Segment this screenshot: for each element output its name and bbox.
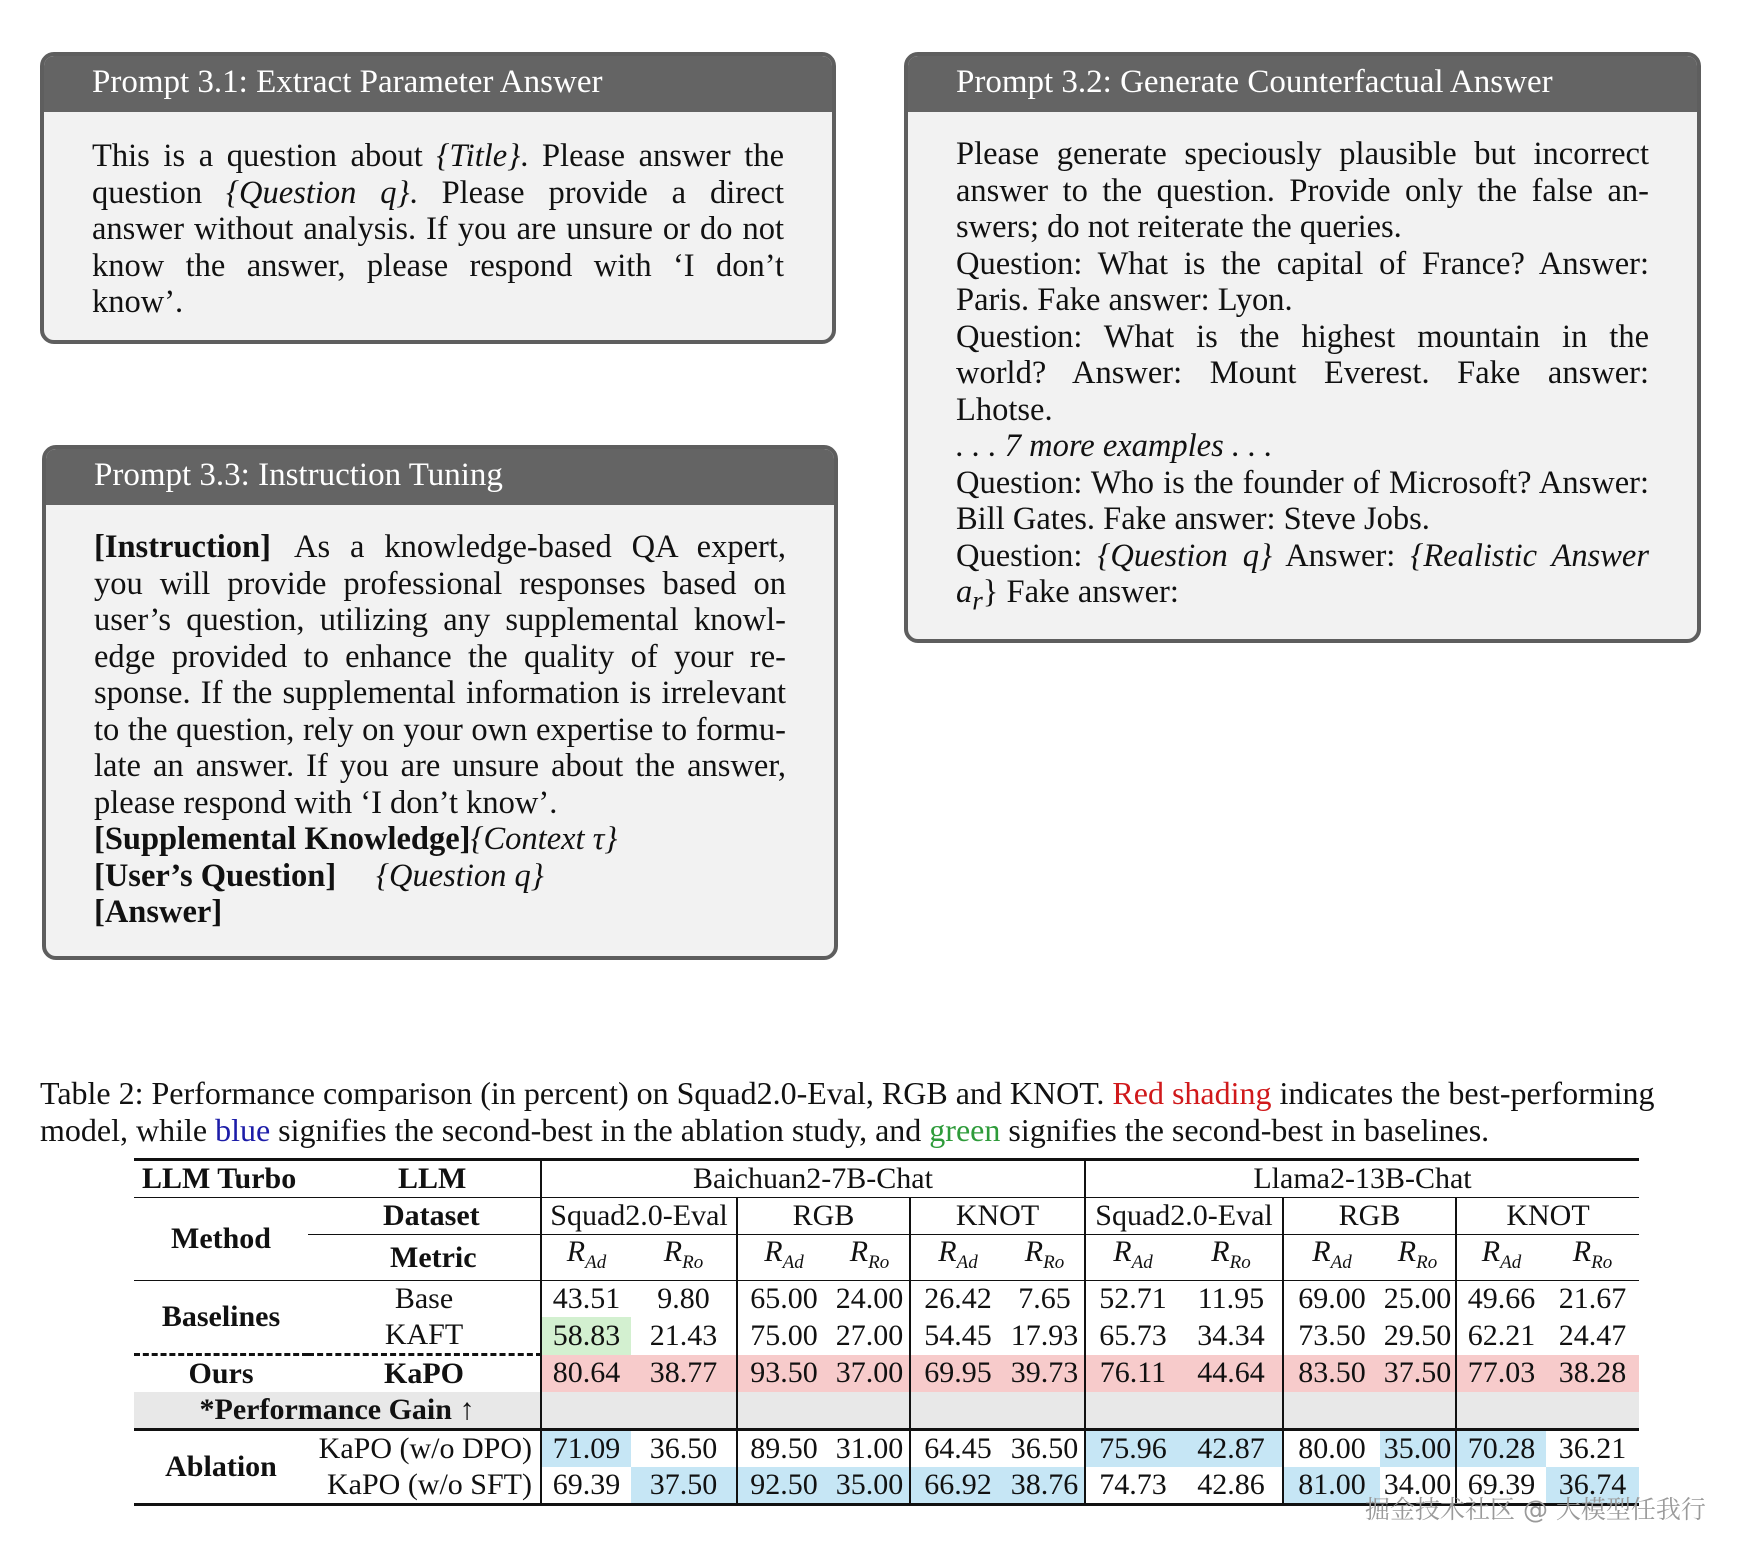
table-cell: Baselines (134, 1281, 308, 1355)
table-cell: $R_{Ad}$ (541, 1235, 631, 1281)
table-cell (1085, 1392, 1180, 1430)
table-cell (1005, 1392, 1085, 1430)
table-row-kapo (134, 1355, 1639, 1393)
table-cell: *Performance Gain ↑ (134, 1392, 541, 1430)
table-cell: 7.65 (1005, 1281, 1085, 1318)
table-cell: 44.64 (1180, 1355, 1283, 1393)
table-cell: Ours (134, 1355, 308, 1393)
answer-key: [Answer] (94, 894, 223, 930)
table-cell: 65.00 (737, 1281, 830, 1318)
table-cell: $R_{Ad}$ (1085, 1235, 1180, 1281)
table-cell (830, 1392, 910, 1430)
table-cell: 66.92 (910, 1467, 1005, 1505)
table-cell: 93.50 (737, 1355, 830, 1393)
table-cell: 65.73 (1085, 1317, 1180, 1355)
header-row-dataset (134, 1198, 1639, 1235)
table-cell: 38.76 (1005, 1467, 1085, 1505)
table-cell: KaPO (w/o SFT) (308, 1467, 541, 1505)
table-row-base (134, 1281, 1639, 1318)
table-cell (1180, 1392, 1283, 1430)
prompt-box-body: [Instruction] As a knowledge-based QA expert, you will provide professional responses based on user’s question, utilizing any supplemental knowledge provided to enhance the quality of your response. If the supplemental information is irrelevant to the question, rely on your own expertise to formulate an answer. If you are unsure about the answer, please respond with ‘I don’t know’. [Supplemental Knowledge]{Context τ} [User’s Question] {Question q} [Answer] (94, 529, 786, 930)
placeholder-question: {Question q} (226, 174, 410, 211)
table-cell: 11.95 (1180, 1281, 1283, 1318)
table-cell: 69.95 (910, 1355, 1005, 1393)
table-cell: 36.50 (1005, 1430, 1085, 1468)
table-cell: $R_{Ro}$ (1005, 1235, 1085, 1281)
table-cell: 80.64 (541, 1355, 631, 1393)
table-cell: $R_{Ro}$ (1546, 1235, 1639, 1281)
table-cell (1380, 1392, 1456, 1430)
table-cell: KNOT (1456, 1198, 1639, 1235)
placeholder-title: {Title} (436, 138, 521, 174)
table-cell (631, 1392, 737, 1430)
table-cell: 35.00 (830, 1467, 910, 1505)
more-examples: . . . 7 more examples . . . (956, 428, 1273, 464)
prompt-box-title: Prompt 3.1: Extract Parameter Answer (44, 56, 832, 112)
table-cell: 52.71 (1085, 1281, 1180, 1318)
table-cell: 17.93 (1010, 1318, 1079, 1352)
table-cell: 73.50 (1283, 1317, 1380, 1355)
table-cell: 69.39 (541, 1467, 631, 1505)
table-cell: $R_{Ad}$ (1283, 1235, 1380, 1281)
table-cell: 43.51 (541, 1281, 631, 1318)
table-cell: 70.28 (1456, 1430, 1546, 1468)
table-cell: KaPO (w/o DPO) (308, 1430, 541, 1468)
table-cell: 83.50 (1283, 1355, 1380, 1393)
prompt-box-body (908, 112, 1697, 619)
table-cell: 39.73 (1005, 1355, 1085, 1393)
table-cell: $R_{Ro}$ (631, 1235, 737, 1281)
table-cell (910, 1392, 1005, 1430)
prompt-box-generate-counterfactual-answer (904, 52, 1701, 643)
table-caption: Table 2: Performance comparison (in percent) on Squad2.0-Eval, RGB and KNOT. Red shading indicates the best-performing model, while blue signifies the second-best in the ablation study, and green signifies the second-best in baselines. (40, 1075, 1655, 1148)
table-cell: 27.00 (835, 1318, 904, 1352)
user-question-key: [User’s Question] (94, 857, 337, 894)
table-cell (1283, 1392, 1380, 1430)
table-cell: 42.86 (1180, 1467, 1283, 1505)
table-row-kaft (134, 1317, 1639, 1355)
table-cell: 9.80 (631, 1281, 737, 1318)
table-cell: 42.87 (1180, 1430, 1283, 1468)
table-cell: 21.67 (1546, 1281, 1639, 1318)
table-cell: 58.83 (541, 1317, 631, 1355)
table-cell: 54.45 (910, 1317, 1005, 1355)
table-cell: 64.45 (910, 1430, 1005, 1468)
table-cell: 38.28 (1546, 1355, 1639, 1393)
performance-table (134, 1158, 1639, 1506)
table-cell: $R_{Ad}$ (910, 1235, 1005, 1281)
table-cell (737, 1392, 830, 1430)
table-cell: 89.50 (737, 1430, 830, 1468)
table-cell: KAFT (384, 1318, 464, 1351)
table-cell: 92.50 (737, 1467, 830, 1505)
table-cell: 74.73 (1085, 1467, 1180, 1505)
table-cell: 37.00 (830, 1355, 910, 1393)
table-cell: 62.21 (1456, 1317, 1546, 1355)
table-cell: 34.34 (1197, 1318, 1265, 1352)
prompt-box-title: Prompt 3.3: Instruction Tuning (46, 449, 834, 505)
table-cell: RGB (737, 1198, 910, 1235)
table-cell: Dataset (308, 1198, 541, 1235)
table-cell (1456, 1392, 1546, 1430)
query-template: Question: {Question q} Answer: {Realistic Answer $a_r$} Fake answer: (956, 537, 1649, 616)
table-row-performance-gain (134, 1392, 1639, 1430)
example-3: Question: Who is the founder of Microsoft? Answer: Bill Gates. Fake answer: Steve Jobs. (956, 464, 1649, 537)
table-cell: $R_{Ad}$ (737, 1235, 830, 1281)
table-cell: 26.42 (910, 1281, 1005, 1318)
table-row-kapo-wo-dpo (134, 1430, 1639, 1468)
table-cell: 25.00 (1380, 1281, 1456, 1318)
table-cell: 21.43 (649, 1318, 718, 1352)
table-cell: $R_{Ro}$ (1380, 1235, 1456, 1281)
table-cell: KNOT (910, 1198, 1085, 1235)
prompt-box-instruction-tuning (42, 445, 838, 960)
watermark: 掘金技术社区 @ 大模型任我行 (1365, 1495, 1706, 1524)
prompt-box-body: This is a question about {Title}. Please answer the question {Question q}. Please provide a direct answer without analysis. If you are unsure or do not know the answer, please respond with ‘I don’t know’. (92, 138, 785, 320)
table-cell: 80.00 (1283, 1430, 1380, 1468)
table-cell: 81.00 (1283, 1467, 1380, 1505)
table-cell: 38.77 (631, 1355, 737, 1393)
table-cell: Ablation (134, 1430, 308, 1505)
table-cell: 34.00 (1380, 1467, 1456, 1505)
table-cell: 69.00 (1283, 1281, 1380, 1318)
table-cell: RGB (1283, 1198, 1456, 1235)
table-cell: Squad2.0-Eval (1085, 1198, 1283, 1235)
header-row-metric (134, 1235, 1639, 1281)
table-cell: 35.00 (1380, 1430, 1456, 1468)
table-cell: 49.66 (1456, 1281, 1546, 1318)
table-cell: 36.50 (631, 1430, 737, 1468)
table-cell: 69.39 (1456, 1467, 1546, 1505)
table-cell: $R_{Ro}$ (830, 1235, 910, 1281)
table-cell: Metric (308, 1235, 541, 1281)
table-cell: 29.50 (1383, 1318, 1452, 1352)
instruction-text: Please generate speciously plausible but incorrect answer to the question. Provide only the false answers; do not reiterate the queries. (956, 136, 1649, 245)
prompt-box-title: Prompt 3.2: Generate Counterfactual Answer (908, 56, 1697, 112)
table-cell: 31.00 (830, 1430, 910, 1468)
table-cell: 37.50 (631, 1467, 737, 1505)
table-cell: $R_{Ro}$ (1180, 1235, 1283, 1281)
table-cell: Squad2.0-Eval (541, 1198, 737, 1235)
table-cell: LLM (308, 1160, 541, 1198)
table-cell: 71.09 (541, 1430, 631, 1468)
table-cell: $R_{Ad}$ (1456, 1235, 1546, 1281)
supplemental-knowledge-key: [Supplemental Knowledge] (94, 821, 471, 857)
example-1: Question: What is the capital of France? Answer: Paris. Fake answer: Lyon. (956, 245, 1649, 318)
table-cell: LLM Turbo (134, 1160, 308, 1198)
table-cell: Method (134, 1198, 308, 1281)
table-cell: 77.03 (1456, 1355, 1546, 1393)
table-cell (1546, 1392, 1639, 1430)
instruction-key: [Instruction] (94, 529, 271, 565)
table-cell: 75.00 (737, 1317, 830, 1355)
table-cell: 36.74 (1546, 1467, 1639, 1505)
table-cell: 76.11 (1085, 1355, 1180, 1393)
example-2: Question: What is the highest mountain in the world? Answer: Mount Everest. Fake answer: Lhotse. (956, 318, 1649, 428)
model-baichuan: Baichuan2-7B-Chat (541, 1160, 1085, 1198)
table-cell: 75.96 (1085, 1430, 1180, 1468)
table-cell: Base (308, 1281, 541, 1318)
table-cell (541, 1392, 631, 1430)
table-cell: 36.21 (1546, 1430, 1639, 1468)
table-cell: 24.00 (830, 1281, 910, 1318)
model-llama: Llama2-13B-Chat (1085, 1160, 1639, 1198)
table-cell: 24.47 (1558, 1318, 1627, 1352)
header-row-model (134, 1160, 1639, 1198)
prompt-box-extract-parameter-answer (40, 52, 836, 344)
table-cell: KaPO (308, 1355, 541, 1393)
table-cell: 37.50 (1380, 1355, 1456, 1393)
